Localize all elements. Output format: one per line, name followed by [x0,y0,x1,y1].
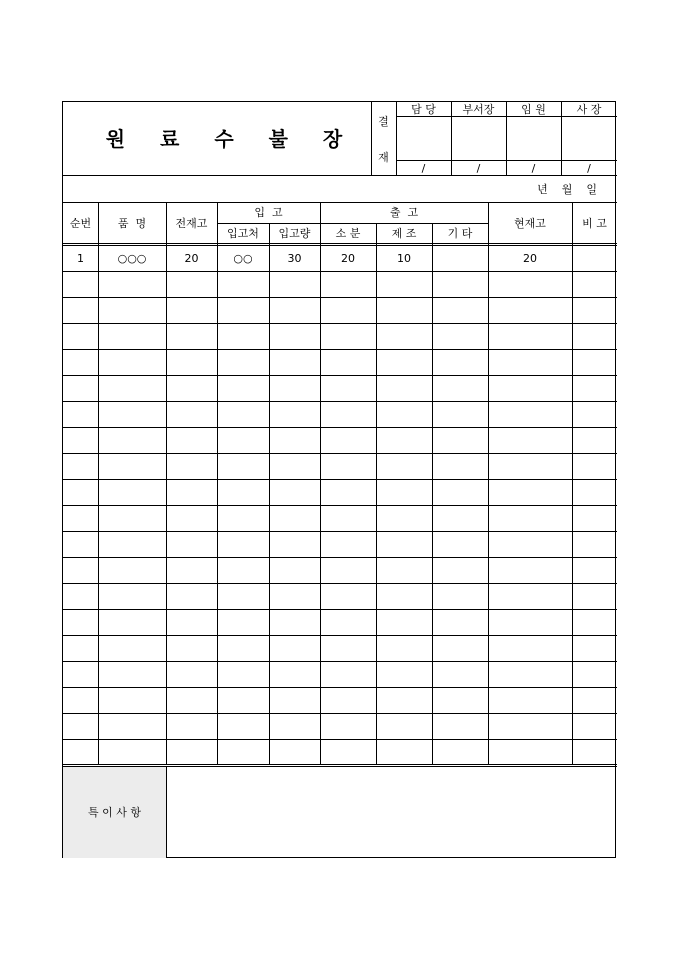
date-line: 년 월 일 [537,182,597,196]
cell-seq[interactable] [63,531,98,557]
cell-prev-stock[interactable] [166,505,217,531]
cell-prev-stock[interactable] [166,531,217,557]
cell-item[interactable]: ○○○ [117,252,147,265]
cell-incoming-qty[interactable] [269,557,320,583]
cell-incoming-qty[interactable]: 30 [287,252,302,265]
cell-out-consume[interactable] [320,531,376,557]
cell-incoming-qty[interactable] [269,401,320,427]
cell-note[interactable] [572,713,617,739]
remarks-label: 특 이 사 항 [88,806,141,819]
cell-out-consume[interactable] [320,427,376,453]
cell-seq[interactable] [63,323,98,349]
cell-out-manufacture[interactable] [376,375,432,401]
cell-seq[interactable] [63,453,98,479]
cell-out-other[interactable] [432,323,488,349]
signature-box-dept-head[interactable] [451,117,506,160]
approval-role-staff: 담 당 [411,102,436,116]
cell-item[interactable] [98,427,166,453]
cell-prev-stock[interactable] [166,635,217,661]
cell-seq[interactable] [63,505,98,531]
cell-seq[interactable]: 1 [77,252,84,265]
cell-incoming-from[interactable] [217,661,269,687]
cell-prev-stock[interactable] [166,739,217,765]
cell-item[interactable] [98,609,166,635]
cell-out-manufacture[interactable] [376,271,432,297]
cell-out-manufacture[interactable] [376,557,432,583]
cell-out-other[interactable] [432,427,488,453]
cell-out-manufacture[interactable] [376,531,432,557]
cell-incoming-from[interactable] [217,635,269,661]
cell-seq[interactable] [63,271,98,297]
cell-note[interactable] [572,557,617,583]
cell-incoming-from[interactable] [217,505,269,531]
cell-note[interactable] [572,375,617,401]
cell-seq[interactable] [63,739,98,765]
cell-out-other[interactable] [432,375,488,401]
cell-incoming-qty[interactable] [269,375,320,401]
cell-incoming-qty[interactable] [269,453,320,479]
approval-role-president: 사 장 [576,102,602,116]
cell-out-manufacture[interactable]: 10 [397,252,411,265]
cell-prev-stock[interactable] [166,401,217,427]
cell-item[interactable] [98,271,166,297]
cell-out-manufacture[interactable] [376,583,432,609]
cell-out-manufacture[interactable] [376,505,432,531]
cell-incoming-qty[interactable] [269,661,320,687]
cell-current-stock[interactable]: 20 [523,252,537,265]
header-out-consume: 소 분 [335,227,361,240]
cell-out-manufacture[interactable] [376,323,432,349]
cell-out-consume[interactable] [320,557,376,583]
cell-current-stock[interactable] [488,531,572,557]
cell-item[interactable] [98,557,166,583]
cell-note[interactable] [572,246,617,271]
approval-date-president: / [587,161,591,175]
cell-incoming-qty[interactable] [269,687,320,713]
cell-out-other[interactable] [432,297,488,323]
cell-out-other[interactable] [432,635,488,661]
remarks-field[interactable] [167,768,616,857]
cell-out-manufacture[interactable] [376,713,432,739]
cell-incoming-from[interactable] [217,609,269,635]
cell-item[interactable] [98,635,166,661]
cell-out-other[interactable] [432,739,488,765]
cell-note[interactable] [572,583,617,609]
cell-item[interactable] [98,349,166,375]
cell-prev-stock[interactable] [166,349,217,375]
cell-out-other[interactable] [432,505,488,531]
approval-date-staff: / [421,161,426,175]
cell-incoming-from[interactable] [217,271,269,297]
cell-incoming-qty[interactable] [269,349,320,375]
cell-incoming-qty[interactable] [269,583,320,609]
cell-out-other[interactable] [432,687,488,713]
cell-incoming-from[interactable] [217,323,269,349]
cell-note[interactable] [572,609,617,635]
cell-out-consume[interactable] [320,349,376,375]
divider [217,223,488,224]
approval-label-top: 결 [378,114,389,128]
cell-prev-stock[interactable] [166,687,217,713]
cell-item[interactable] [98,713,166,739]
header-incoming-from: 입고처 [227,227,259,240]
cell-note[interactable] [572,297,617,323]
cell-out-consume[interactable] [320,453,376,479]
cell-out-consume[interactable] [320,739,376,765]
signature-box-president[interactable] [561,117,617,160]
cell-prev-stock[interactable]: 20 [184,252,199,265]
cell-prev-stock[interactable] [166,713,217,739]
cell-seq[interactable] [63,349,98,375]
cell-incoming-qty[interactable] [269,609,320,635]
cell-out-manufacture[interactable] [376,401,432,427]
cell-prev-stock[interactable] [166,453,217,479]
cell-out-other[interactable] [432,557,488,583]
header-out-other: 기 타 [447,227,473,240]
cell-incoming-from[interactable] [217,531,269,557]
cell-out-other[interactable] [432,583,488,609]
cell-incoming-from[interactable] [217,557,269,583]
header-out-manufacture: 제 조 [391,227,417,240]
cell-incoming-from[interactable]: ○○ [233,252,253,265]
header-current-stock: 현재고 [514,216,546,230]
cell-current-stock[interactable] [488,557,572,583]
cell-prev-stock[interactable] [166,557,217,583]
cell-incoming-qty[interactable] [269,427,320,453]
cell-incoming-qty[interactable] [269,479,320,505]
cell-incoming-from[interactable] [217,687,269,713]
cell-note[interactable] [572,531,617,557]
cell-note[interactable] [572,687,617,713]
approval-date-executive: / [531,161,536,175]
cell-note[interactable] [572,271,617,297]
cell-out-consume[interactable] [320,297,376,323]
cell-current-stock[interactable] [488,739,572,765]
cell-note[interactable] [572,323,617,349]
cell-prev-stock[interactable] [166,375,217,401]
header-incoming: 입 고 [254,206,283,219]
cell-out-manufacture[interactable] [376,739,432,765]
cell-current-stock[interactable] [488,635,572,661]
cell-incoming-qty[interactable] [269,713,320,739]
header-outgoing: 출 고 [389,206,419,219]
cell-incoming-from[interactable] [217,713,269,739]
header-item: 품 명 [117,216,147,230]
cell-prev-stock[interactable] [166,661,217,687]
cell-out-manufacture[interactable] [376,609,432,635]
cell-item[interactable] [98,687,166,713]
cell-seq[interactable] [63,609,98,635]
cell-prev-stock[interactable] [166,583,217,609]
cell-out-other[interactable] [432,246,488,271]
cell-item[interactable] [98,401,166,427]
cell-note[interactable] [572,479,617,505]
cell-prev-stock[interactable] [166,609,217,635]
cell-out-consume[interactable] [320,661,376,687]
cell-item[interactable] [98,375,166,401]
cell-out-manufacture[interactable] [376,453,432,479]
cell-item[interactable] [98,661,166,687]
cell-out-other[interactable] [432,349,488,375]
cell-note[interactable] [572,349,617,375]
cell-current-stock[interactable] [488,453,572,479]
cell-prev-stock[interactable] [166,297,217,323]
cell-out-manufacture[interactable] [376,479,432,505]
cell-seq[interactable] [63,401,98,427]
cell-current-stock[interactable] [488,297,572,323]
cell-out-other[interactable] [432,609,488,635]
cell-out-consume[interactable] [320,401,376,427]
cell-prev-stock[interactable] [166,271,217,297]
cell-prev-stock[interactable] [166,427,217,453]
cell-item[interactable] [98,297,166,323]
divider [63,175,617,176]
cell-current-stock[interactable] [488,401,572,427]
cell-seq[interactable] [63,583,98,609]
approval-label-bottom: 재 [378,150,389,164]
cell-item[interactable] [98,583,166,609]
cell-note[interactable] [572,739,617,765]
cell-incoming-from[interactable] [217,427,269,453]
cell-out-other[interactable] [432,271,488,297]
cell-item[interactable] [98,453,166,479]
approval-role-executive: 임 원 [521,102,546,116]
cell-out-manufacture[interactable] [376,687,432,713]
cell-out-manufacture[interactable] [376,349,432,375]
cell-current-stock[interactable] [488,713,572,739]
signature-box-staff[interactable] [396,117,451,160]
cell-incoming-qty[interactable] [269,635,320,661]
cell-seq[interactable] [63,557,98,583]
cell-item[interactable] [98,505,166,531]
cell-note[interactable] [572,635,617,661]
header-incoming-qty: 입고량 [278,227,311,240]
cell-current-stock[interactable] [488,271,572,297]
cell-seq[interactable] [63,375,98,401]
cell-incoming-from[interactable] [217,349,269,375]
cell-incoming-qty[interactable] [269,271,320,297]
header-prev-stock: 전재고 [175,216,208,230]
signature-box-executive[interactable] [506,117,561,160]
cell-out-other[interactable] [432,453,488,479]
cell-out-manufacture[interactable] [376,661,432,687]
cell-out-consume[interactable] [320,635,376,661]
cell-incoming-from[interactable] [217,583,269,609]
cell-incoming-from[interactable] [217,297,269,323]
cell-out-consume[interactable] [320,687,376,713]
cell-out-other[interactable] [432,713,488,739]
cell-out-consume[interactable] [320,713,376,739]
cell-incoming-from[interactable] [217,453,269,479]
cell-note[interactable] [572,505,617,531]
cell-current-stock[interactable] [488,687,572,713]
cell-seq[interactable] [63,635,98,661]
cell-incoming-qty[interactable] [269,739,320,765]
cell-current-stock[interactable] [488,349,572,375]
cell-out-manufacture[interactable] [376,297,432,323]
cell-out-other[interactable] [432,401,488,427]
cell-note[interactable] [572,661,617,687]
cell-seq[interactable] [63,479,98,505]
cell-incoming-from[interactable] [217,479,269,505]
cell-note[interactable] [572,453,617,479]
cell-out-other[interactable] [432,479,488,505]
cell-seq[interactable] [63,427,98,453]
cell-note[interactable] [572,427,617,453]
cell-current-stock[interactable] [488,479,572,505]
cell-seq[interactable] [63,713,98,739]
cell-note[interactable] [572,401,617,427]
header-seq: 순번 [69,216,92,230]
cell-current-stock[interactable] [488,323,572,349]
cell-incoming-qty[interactable] [269,297,320,323]
cell-incoming-qty[interactable] [269,531,320,557]
cell-incoming-qty[interactable] [269,505,320,531]
cell-item[interactable] [98,531,166,557]
cell-incoming-from[interactable] [217,401,269,427]
header-note: 비 고 [582,216,607,230]
cell-out-consume[interactable] [320,479,376,505]
cell-seq[interactable] [63,661,98,687]
ledger-form [62,101,616,858]
cell-seq[interactable] [63,687,98,713]
cell-out-manufacture[interactable] [376,635,432,661]
cell-current-stock[interactable] [488,505,572,531]
cell-current-stock[interactable] [488,375,572,401]
cell-out-other[interactable] [432,661,488,687]
page-title: 원 료 수 불 장 [105,126,357,151]
cell-incoming-qty[interactable] [269,323,320,349]
cell-seq[interactable] [63,297,98,323]
cell-item[interactable] [98,479,166,505]
cell-incoming-from[interactable] [217,739,269,765]
cell-out-other[interactable] [432,531,488,557]
cell-item[interactable] [98,323,166,349]
approval-role-dept-head: 부서장 [462,102,495,116]
cell-item[interactable] [98,739,166,765]
cell-out-consume[interactable] [320,375,376,401]
cell-prev-stock[interactable] [166,323,217,349]
cell-current-stock[interactable] [488,609,572,635]
cell-prev-stock[interactable] [166,479,217,505]
cell-out-consume[interactable] [320,323,376,349]
cell-incoming-from[interactable] [217,375,269,401]
cell-out-consume[interactable] [320,583,376,609]
approval-date-dept-head: / [476,161,481,175]
cell-out-consume[interactable] [320,505,376,531]
cell-current-stock[interactable] [488,661,572,687]
cell-out-consume[interactable]: 20 [341,252,355,265]
cell-out-consume[interactable] [320,271,376,297]
cell-out-manufacture[interactable] [376,427,432,453]
cell-current-stock[interactable] [488,583,572,609]
cell-current-stock[interactable] [488,427,572,453]
cell-out-consume[interactable] [320,609,376,635]
